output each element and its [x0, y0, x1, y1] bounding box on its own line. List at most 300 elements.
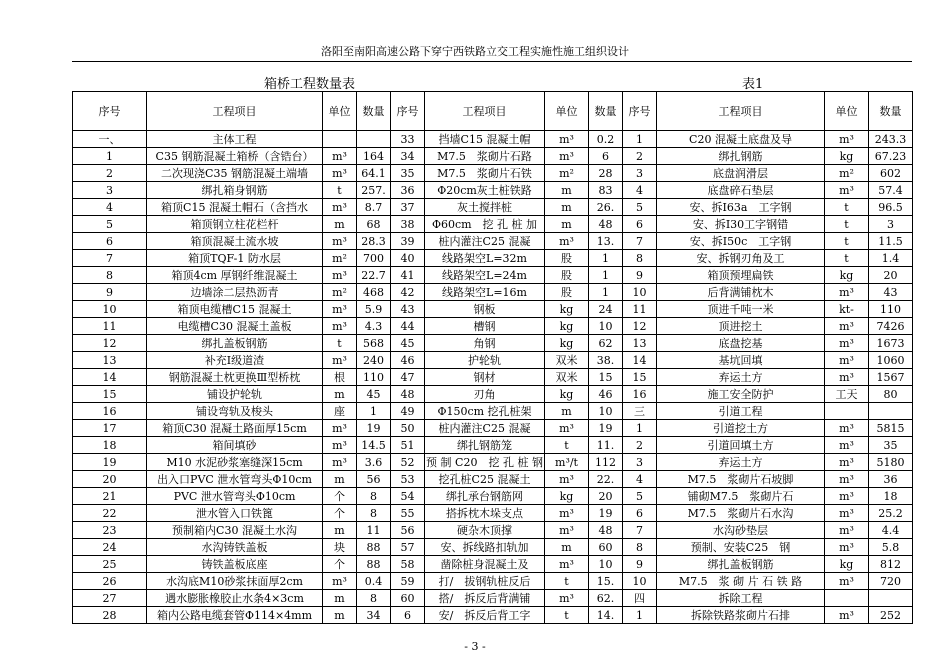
- table-cell: 14: [623, 352, 657, 369]
- table-cell: m: [545, 199, 589, 216]
- table-cell: m³: [825, 420, 869, 437]
- table-cell: 62.: [589, 590, 623, 607]
- table-cell: 19: [589, 505, 623, 522]
- table-cell: 槽钢: [425, 318, 545, 335]
- table-cell: m²: [323, 284, 357, 301]
- table-cell: 5: [623, 488, 657, 505]
- table-cell: 164: [357, 148, 391, 165]
- table-cell: 14.: [589, 607, 623, 624]
- table-cell: 2: [623, 437, 657, 454]
- table-cell: 59: [391, 573, 425, 590]
- table-cell: 46: [391, 352, 425, 369]
- table-cell: 5180: [869, 454, 913, 471]
- table-cell: 40: [391, 250, 425, 267]
- table-cell: 7: [623, 233, 657, 250]
- table-cell: [357, 131, 391, 148]
- table-cell: 2: [623, 148, 657, 165]
- table-cell: 13.: [589, 233, 623, 250]
- table-cell: 243.3: [869, 131, 913, 148]
- table-cell: 灰土搅拌桩: [425, 199, 545, 216]
- table-cell: 角钢: [425, 335, 545, 352]
- table-cell: 468: [357, 284, 391, 301]
- table-cell: 8.7: [357, 199, 391, 216]
- table-cell: 四: [623, 590, 657, 607]
- table-cell: 铺设弯轨及梭头: [147, 403, 323, 420]
- table-cell: 1: [623, 607, 657, 624]
- column-header: 序号: [391, 92, 425, 131]
- table-cell: kg: [825, 556, 869, 573]
- table-cell: 边墙涂二层热沥青: [147, 284, 323, 301]
- table-row: [73, 454, 913, 471]
- table-cell: 568: [357, 335, 391, 352]
- table-cell: 51: [391, 437, 425, 454]
- table-cell: C35 钢筋混凝土箱桥（含锆台）: [147, 148, 323, 165]
- table-cell: 257.: [357, 182, 391, 199]
- column-header: 单位: [545, 92, 589, 131]
- table-cell: kg: [545, 488, 589, 505]
- table-cell: 11.5: [869, 233, 913, 250]
- table-cell: 箱顶钢立柱花栏杆: [147, 216, 323, 233]
- table-cell: 箱顶C30 混凝土路面厚15cm: [147, 420, 323, 437]
- table-cell: 14.5: [357, 437, 391, 454]
- table-cell: 23: [73, 522, 147, 539]
- table-cell: m³: [545, 148, 589, 165]
- table-cell: m³: [825, 607, 869, 624]
- table-cell: 60: [391, 590, 425, 607]
- table-cell: m³: [545, 522, 589, 539]
- table-cell: 3: [73, 182, 147, 199]
- table-cell: m³: [323, 454, 357, 471]
- table-cell: 线路架空L=24m: [425, 267, 545, 284]
- table-cell: 34: [391, 148, 425, 165]
- table-cell: 17: [73, 420, 147, 437]
- table-cell: 1: [623, 420, 657, 437]
- table-cell: m³: [545, 420, 589, 437]
- table-cell: 88: [357, 539, 391, 556]
- table-cell: 80: [869, 386, 913, 403]
- table-cell: Φ20cm灰土桩铁路: [425, 182, 545, 199]
- table-cell: 28.3: [357, 233, 391, 250]
- quantity-table: [72, 91, 913, 624]
- table-row: [73, 335, 913, 352]
- column-header: 数量: [589, 92, 623, 131]
- column-header: 数量: [869, 92, 913, 131]
- table-cell: 10: [623, 573, 657, 590]
- table-cell: 10: [589, 318, 623, 335]
- table-cell: m³: [323, 318, 357, 335]
- table-cell: 96.5: [869, 199, 913, 216]
- table-cell: 20: [869, 267, 913, 284]
- table-cell: 10: [73, 301, 147, 318]
- table-cell: 施工安全防护: [657, 386, 825, 403]
- table-cell: 0.2: [589, 131, 623, 148]
- table-cell: 箱顶TQF-1 防水层: [147, 250, 323, 267]
- table-cell: kg: [545, 318, 589, 335]
- table-cell: 主体工程: [147, 131, 323, 148]
- table-cell: 弃运土方: [657, 369, 825, 386]
- table-cell: 遇水膨胀橡胶止水条4×3cm: [147, 590, 323, 607]
- table-cell: 底盘润滑层: [657, 165, 825, 182]
- table-cell: 预 制 C20 挖 孔 桩 钢: [426, 455, 543, 469]
- table-cell: m: [323, 522, 357, 539]
- table-cell: 8: [623, 539, 657, 556]
- table-row: [73, 420, 913, 437]
- table-cell: m³: [323, 267, 357, 284]
- table-cell: 箱顶混凝土流水坡: [147, 233, 323, 250]
- table-row: [73, 216, 913, 233]
- table-cell: 股: [545, 250, 589, 267]
- table-cell: 18: [869, 488, 913, 505]
- table-cell: M7.5 浆 砌 片 石 铁 路: [657, 573, 825, 590]
- table-cell: 箱顶4cm 厚钢纤维混凝土: [147, 267, 323, 284]
- table-cell: 43: [869, 284, 913, 301]
- table-cell: 252: [869, 607, 913, 624]
- table-cell: 56: [357, 471, 391, 488]
- header-rule: [72, 61, 912, 62]
- table-cell: m³: [825, 182, 869, 199]
- table-cell: 9: [73, 284, 147, 301]
- table-row: [73, 267, 913, 284]
- table-cell: 10: [589, 403, 623, 420]
- column-header: 工程项目: [657, 92, 825, 131]
- table-cell: 1: [73, 148, 147, 165]
- table-cell: M7.5 浆砌片石坡脚: [657, 471, 825, 488]
- table-row: [73, 369, 913, 386]
- table-cell: 25: [73, 556, 147, 573]
- table-cell: 7: [623, 522, 657, 539]
- table-cell: 18: [73, 437, 147, 454]
- table-cell: 8: [357, 488, 391, 505]
- table-cell: 46: [589, 386, 623, 403]
- table-cell: 110: [357, 369, 391, 386]
- table-cell: 110: [869, 301, 913, 318]
- table-cell: 双米: [545, 369, 589, 386]
- table-cell: 个: [323, 488, 357, 505]
- table-cell: 5.8: [869, 539, 913, 556]
- table-cell: m³: [323, 165, 357, 182]
- table-cell: 49: [391, 403, 425, 420]
- table-row: [73, 199, 913, 216]
- table-cell: m³: [545, 233, 589, 250]
- table-cell: 出入口PVC 泄水管弯头Φ10cm: [147, 471, 323, 488]
- table-cell: 13: [73, 352, 147, 369]
- table-cell: M7.5 浆砌片石路: [425, 148, 545, 165]
- table-row: [73, 233, 913, 250]
- table-row: [73, 165, 913, 182]
- table-cell: 水沟底M10砂浆抹面厚2cm: [147, 573, 323, 590]
- table-cell: 22.: [589, 471, 623, 488]
- table-cell: m³: [323, 301, 357, 318]
- table-cell: [869, 403, 913, 420]
- table-cell: 线路架空L=32m: [425, 250, 545, 267]
- table-cell: C20 混凝土底盘及导: [657, 131, 825, 148]
- table-cell: 股: [545, 267, 589, 284]
- table-cell: 1: [357, 403, 391, 420]
- table-cell: 38: [391, 216, 425, 233]
- table-cell: m³: [825, 573, 869, 590]
- table-cell: 安、拆Ⅰ30工字钢错: [657, 216, 825, 233]
- table-cell: 41: [391, 267, 425, 284]
- table-cell: m³: [825, 284, 869, 301]
- column-header: 数量: [357, 92, 391, 131]
- table-cell: 1567: [869, 369, 913, 386]
- table-cell: 绑扎钢筋: [657, 148, 825, 165]
- table-cell: m³: [545, 131, 589, 148]
- table-cell: 6: [73, 233, 147, 250]
- table-cell: 箱顶电缆槽C15 混凝土: [147, 301, 323, 318]
- table-cell: 3: [623, 165, 657, 182]
- table-cell: 11: [73, 318, 147, 335]
- table-cell: 桩内灌注C25 混凝: [425, 233, 545, 250]
- table-cell: 15: [73, 386, 147, 403]
- table-cell: t: [323, 182, 357, 199]
- table-cell: m: [323, 216, 357, 233]
- table-cell: 16: [73, 403, 147, 420]
- table-cell: 19: [357, 420, 391, 437]
- column-header: 序号: [73, 92, 147, 131]
- table-cell: 57: [391, 539, 425, 556]
- table-cell: t: [545, 573, 589, 590]
- table-cell: 8: [73, 267, 147, 284]
- table-cell: 19: [73, 454, 147, 471]
- table-cell: 4.4: [869, 522, 913, 539]
- table-cell: 铺砌M7.5 浆砌片石: [657, 488, 825, 505]
- table-cell: 83: [589, 182, 623, 199]
- table-cell: m: [545, 216, 589, 233]
- table-cell: kg: [545, 335, 589, 352]
- table-cell: M7.5 浆砌片石铁: [425, 165, 545, 182]
- table-row: [73, 522, 913, 539]
- table-cell: 9: [623, 556, 657, 573]
- table-cell: 700: [357, 250, 391, 267]
- table-cell: 安/ 拆反后背工字: [425, 607, 545, 624]
- table-cell: 4: [623, 471, 657, 488]
- table-cell: m³: [323, 148, 357, 165]
- table-cell: m³: [323, 233, 357, 250]
- table-cell: 10: [623, 284, 657, 301]
- table-cell: 7426: [869, 318, 913, 335]
- table-cell: 2: [73, 165, 147, 182]
- table-cell: 预制、安装C25 钢: [657, 539, 825, 556]
- table-cell: 后背满铺枕木: [657, 284, 825, 301]
- table-cell: 28: [589, 165, 623, 182]
- table-cell: 6: [623, 505, 657, 522]
- table-cell: 1060: [869, 352, 913, 369]
- table-cell: m³: [825, 505, 869, 522]
- table-row: [73, 539, 913, 556]
- table-row: [73, 471, 913, 488]
- page-number: - 3 -: [464, 640, 486, 653]
- table-cell: 0.4: [357, 573, 391, 590]
- table-cell: m³: [825, 437, 869, 454]
- table-row: [73, 250, 913, 267]
- column-header: 序号: [623, 92, 657, 131]
- table-cell: t: [825, 216, 869, 233]
- table-cell: m³: [825, 522, 869, 539]
- table-cell: 5.9: [357, 301, 391, 318]
- table-cell: m³: [825, 539, 869, 556]
- table-cell: 箱内公路电缆套管Φ114×4mm: [147, 607, 323, 624]
- table-cell: 顶进挖土: [657, 318, 825, 335]
- table-cell: 铺设护轮轨: [147, 386, 323, 403]
- table-cell: 3: [623, 454, 657, 471]
- table-cell: 绑扎盖板钢筋: [657, 556, 825, 573]
- table-cell: 602: [869, 165, 913, 182]
- table-cell: kt-: [825, 301, 869, 318]
- table-cell: 36: [869, 471, 913, 488]
- table-cell: 88: [357, 556, 391, 573]
- table-cell: Φ60cm 挖 孔 桩 加: [425, 216, 545, 233]
- table-cell: 挖孔桩C25 混凝土: [425, 471, 545, 488]
- table-cell: 12: [73, 335, 147, 352]
- table-cell: 水沟铸铁盖板: [147, 539, 323, 556]
- table-cell: 1: [623, 131, 657, 148]
- table-cell: kg: [825, 148, 869, 165]
- table-cell: 33: [391, 131, 425, 148]
- table-cell: kg: [545, 386, 589, 403]
- table-cell: 64.1: [357, 165, 391, 182]
- table-cell: 钢材: [425, 369, 545, 386]
- table-cell: 搭/ 拆反后背满铺: [425, 590, 545, 607]
- table-cell: 3.6: [357, 454, 391, 471]
- running-header: 洛阳至南阳高速公路下穿宁西铁路立交工程实施性施工组织设计: [321, 45, 629, 58]
- table-cell: 二次现浇C35 钢筋混凝土端墙: [147, 165, 323, 182]
- table-cell: [825, 403, 869, 420]
- table-row: [73, 352, 913, 369]
- table-cell: 4: [73, 199, 147, 216]
- table-cell: 绑扎箱身钢筋: [147, 182, 323, 199]
- table-cell: 42: [391, 284, 425, 301]
- table-cell: 58: [391, 556, 425, 573]
- table-cell: t: [825, 233, 869, 250]
- table-cell: 水沟砂垫层: [657, 522, 825, 539]
- column-header: 单位: [323, 92, 357, 131]
- table-cell: 20: [73, 471, 147, 488]
- table-cell: 22: [73, 505, 147, 522]
- table-cell: m: [323, 386, 357, 403]
- table-cell: 双米: [545, 352, 589, 369]
- table-cell: 36: [391, 182, 425, 199]
- table-cell: 块: [323, 539, 357, 556]
- table-body: [73, 131, 913, 624]
- table-cell: 11: [623, 301, 657, 318]
- table-cell: 11.: [589, 437, 623, 454]
- table-cell: 35: [391, 165, 425, 182]
- table-cell: 一、: [73, 131, 147, 148]
- table-cell: 引道工程: [657, 403, 825, 420]
- table-cell: 硬杂木顶撑: [425, 522, 545, 539]
- table-cell: 24: [589, 301, 623, 318]
- table-cell: 56: [391, 522, 425, 539]
- table-cell: 安、拆钢刃角及工: [657, 250, 825, 267]
- table-cell: 箱顶C15 混凝土帽石（含挡水: [147, 199, 323, 216]
- table-row: [73, 437, 913, 454]
- table-cell: 基坑回填: [657, 352, 825, 369]
- table-cell: 绑扎承台钢筋网: [425, 488, 545, 505]
- table-cell: m²: [825, 165, 869, 182]
- table-cell: m³: [825, 369, 869, 386]
- table-cell: 6: [391, 607, 425, 624]
- table-cell: 47: [391, 369, 425, 386]
- table-cell: kg: [825, 267, 869, 284]
- table-cell: m³: [323, 437, 357, 454]
- table-row: [73, 505, 913, 522]
- table-cell: 43: [391, 301, 425, 318]
- table-cell: 安、拆线路扣轨加: [425, 539, 545, 556]
- table-cell: m³: [825, 471, 869, 488]
- table-cell: 27: [73, 590, 147, 607]
- table-cell: M10 水泥砂浆塞缝深15cm: [147, 454, 323, 471]
- table-cell: 凿除桩身混凝土及: [425, 556, 545, 573]
- column-header: 工程项目: [425, 92, 545, 131]
- table-cell: 拆除铁路浆砌片石排: [657, 607, 825, 624]
- table-cell: M7.5 浆砌片石水沟: [657, 505, 825, 522]
- table-row: [73, 386, 913, 403]
- table-cell: 箱间填砂: [147, 437, 323, 454]
- table-cell: 53: [391, 471, 425, 488]
- table-cell: m²: [323, 250, 357, 267]
- table-cell: 1.4: [869, 250, 913, 267]
- table-row: [73, 573, 913, 590]
- table-cell: m³: [545, 590, 589, 607]
- table-cell: 7: [73, 250, 147, 267]
- table-cell: 8: [357, 505, 391, 522]
- table-row: [73, 131, 913, 148]
- table-row: [73, 590, 913, 607]
- table-row: [73, 301, 913, 318]
- table-cell: 8: [357, 590, 391, 607]
- table-cell: 10: [589, 556, 623, 573]
- table-cell: 桩内灌注C25 混凝: [425, 420, 545, 437]
- table-cell: 48: [391, 386, 425, 403]
- table-row: [73, 607, 913, 624]
- table-cell: 5: [73, 216, 147, 233]
- table-cell: 48: [589, 522, 623, 539]
- table-cell: 15.: [589, 573, 623, 590]
- table-cell: 根: [323, 369, 357, 386]
- table-cell: 44: [391, 318, 425, 335]
- table-header-row: [73, 92, 913, 131]
- table-cell: 26: [73, 573, 147, 590]
- table-cell: m³: [323, 199, 357, 216]
- table-cell: 6: [589, 148, 623, 165]
- table-cell: [323, 131, 357, 148]
- table-cell: t: [545, 437, 589, 454]
- table-cell: 泄水管入口铁篦: [147, 505, 323, 522]
- table-cell: 线路架空L=16m: [425, 284, 545, 301]
- table-cell: 1: [589, 267, 623, 284]
- table-cell: 安、拆Ⅰ63a 工字钢: [657, 199, 825, 216]
- table-cell: 1: [589, 284, 623, 301]
- table-cell: m: [323, 590, 357, 607]
- table-cell: m³/t: [545, 454, 589, 471]
- table-cell: 14: [73, 369, 147, 386]
- table-cell: 铸铁盖板底座: [147, 556, 323, 573]
- table-cell: 35: [869, 437, 913, 454]
- table-row: [73, 488, 913, 505]
- table-cell: 三: [623, 403, 657, 420]
- table-cell: m³: [323, 352, 357, 369]
- table-cell: 1: [589, 250, 623, 267]
- table-cell: 45: [357, 386, 391, 403]
- table-cell: 刃角: [425, 386, 545, 403]
- table-cell: 箱顶预埋扁铁: [657, 267, 825, 284]
- table-cell: 底盘挖基: [657, 335, 825, 352]
- table-cell: 19: [589, 420, 623, 437]
- table-cell: m: [323, 471, 357, 488]
- table-cell: 5815: [869, 420, 913, 437]
- table-cell: 顶进千吨一米: [657, 301, 825, 318]
